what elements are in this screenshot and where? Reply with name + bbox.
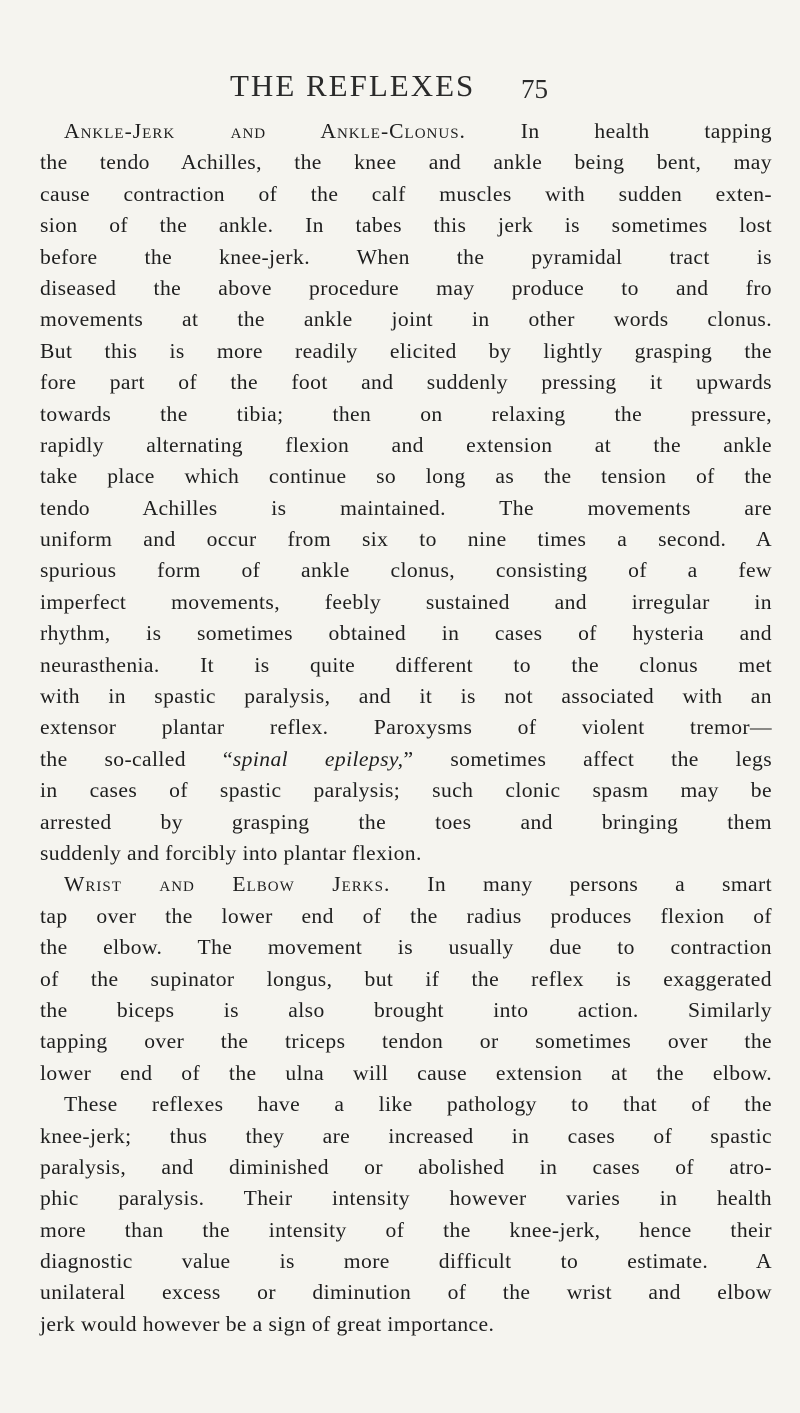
text-line: Wrist and Elbow Jerks. In many persons a smart: [64, 872, 772, 897]
text-line: in cases of spastic paralysis; such clonic spasm may be: [40, 778, 772, 803]
text-line: These reflexes have a like pathology to that of the: [64, 1092, 772, 1117]
text-line: cause contraction of the calf muscles with sudden exten-: [40, 181, 772, 206]
section-heading-wrist: Wrist and Elbow Jerks.: [64, 872, 391, 897]
running-head: [0, 68, 800, 108]
text-line: jerk would however be a sign of great importance.: [40, 1311, 495, 1336]
text-line: Ankle-Jerk and Ankle-Clonus. In health tapping: [64, 119, 772, 143]
text-line: the tendo Achilles, the knee and ankle being bent, may: [40, 150, 772, 175]
text-line: the biceps is also brought into action. Similarly: [40, 997, 772, 1022]
text-line: the so-called “spinal epilepsy,” sometimes affect the legs: [40, 746, 772, 771]
text-line: spurious form of ankle clonus, consisting of a few: [40, 558, 772, 583]
text-line: rapidly alternating flexion and extension at the ankle: [40, 432, 772, 457]
text-line: neurasthenia. It is quite different to the clonus met: [40, 652, 772, 677]
text-line: towards the tibia; then on relaxing the pressure,: [40, 401, 772, 426]
text-line: lower end of the ulna will cause extension at the elbow.: [40, 1060, 772, 1085]
text-line: extensor plantar reflex. Paroxysms of violent tremor—: [40, 715, 772, 740]
text-line: with in spastic paralysis, and it is not associated with an: [40, 684, 772, 709]
text-line: take place which continue so long as the tension of the: [40, 464, 772, 489]
text-line: But this is more readily elicited by lightly grasping the: [40, 338, 772, 363]
body-text: [40, 116, 772, 1340]
text-line: suddenly and forcibly into plantar flexion.: [40, 840, 422, 865]
text-line: sion of the ankle. In tabes this jerk is sometimes lost: [40, 213, 772, 238]
text-line: tendo Achilles is maintained. The movements are: [40, 495, 772, 520]
text-line: before the knee-jerk. When the pyramidal tract is: [40, 244, 772, 269]
text-line: rhythm, is sometimes obtained in cases of hysteria and: [40, 621, 772, 646]
text-line: phic paralysis. Their intensity however varies in health: [40, 1186, 772, 1211]
italic-term: spinal epilepsy,: [232, 746, 404, 771]
section-heading-ankle: Ankle-Jerk and Ankle-Clonus.: [64, 119, 466, 143]
text-line: unilateral excess or diminution of the wrist and elbow: [40, 1280, 772, 1305]
text-line: uniform and occur from six to nine times a second. A: [40, 527, 772, 552]
text-line: the elbow. The movement is usually due to contraction: [40, 935, 772, 960]
text-line: of the supinator longus, but if the reflex is exaggerated: [40, 966, 772, 991]
text-line: movements at the ankle joint in other words clonus.: [40, 307, 772, 332]
text-line: tap over the lower end of the radius produces flexion of: [40, 903, 772, 928]
text-line: arrested by grasping the toes and bringing them: [40, 809, 772, 834]
text-line: diagnostic value is more difficult to estimate. A: [40, 1249, 772, 1274]
text-line: fore part of the foot and suddenly pressing it upwards: [40, 370, 772, 395]
text-line: more than the intensity of the knee-jerk, hence their: [40, 1217, 772, 1242]
text-line: tapping over the triceps tendon or sometimes over the: [40, 1029, 772, 1054]
page-number: 75: [521, 74, 548, 104]
text-line: paralysis, and diminished or abolished in cases of atro-: [40, 1154, 772, 1179]
text-line: imperfect movements, feebly sustained and irregular in: [40, 589, 772, 614]
text-line: diseased the above procedure may produce to and fro: [40, 275, 772, 300]
running-title: THE REFLEXES: [230, 68, 476, 103]
text-line: knee-jerk; thus they are increased in cases of spastic: [40, 1123, 772, 1148]
